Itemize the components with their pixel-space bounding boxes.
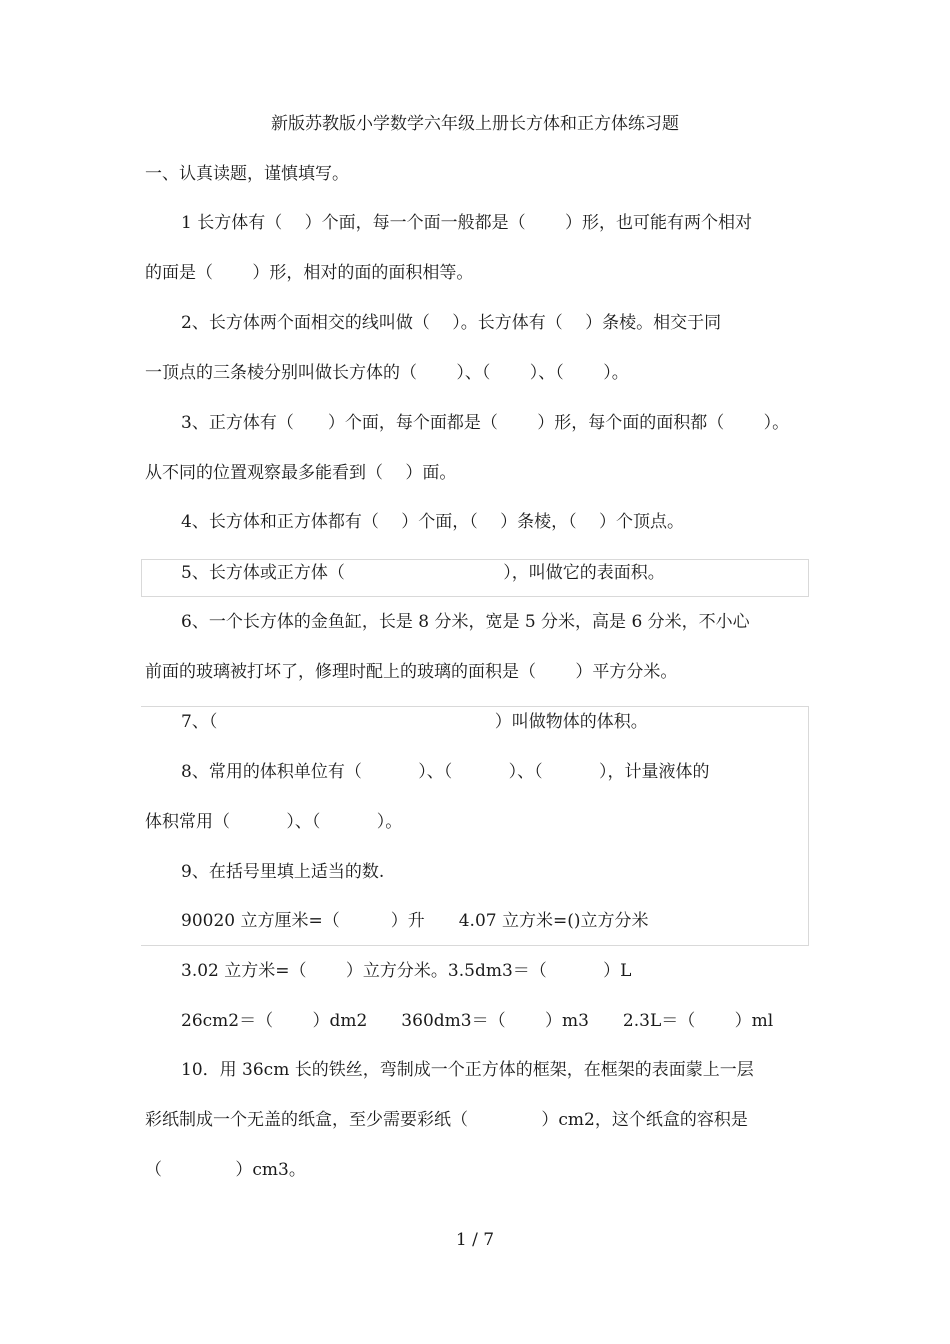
section-heading: 一、认真读题，谨慎填写。 [145, 164, 349, 184]
question-10-line-1: 10．用 36cm 长的铁丝，弯制成一个正方体的框架，在框架的表面蒙上一层 [181, 1060, 754, 1080]
question-1-line-1: 1 长方体有（ ）个面，每一个面一般都是（ ）形，也可能有两个相对 [181, 213, 753, 233]
question-8-line-1: 8、常用的体积单位有（ ）、（ ）、（ ），计量液体的 [181, 762, 710, 782]
page-number: 1 / 7 [455, 1230, 495, 1250]
document-title: 新版苏教版小学数学六年级上册长方体和正方体练习题 [271, 114, 679, 134]
question-2-line-2: 一顶点的三条棱分别叫做长方体的（ ）、（ ）、（ ）。 [145, 363, 629, 383]
question-4: 4、长方体和正方体都有（ ）个面，（ ）条棱，（ ）个顶点。 [181, 512, 685, 532]
question-9-row-1: 90020 立方厘米=（ ）升 4.07 立方米=()立方分米 [181, 911, 649, 931]
question-10-line-2: 彩纸制成一个无盖的纸盒，至少需要彩纸（ ）cm2，这个纸盒的容积是 [145, 1110, 748, 1130]
question-2-line-1: 2、长方体两个面相交的线叫做（ ）。长方体有（ ）条棱。相交于同 [181, 313, 722, 333]
question-6-line-2: 前面的玻璃被打坏了，修理时配上的玻璃的面积是（ ）平方分米。 [145, 662, 678, 682]
question-9-heading: 9、在括号里填上适当的数. [181, 862, 385, 882]
question-10-line-3: （ ）cm3。 [145, 1160, 306, 1180]
question-1-line-2: 的面是（ ）形，相对的面的面积相等。 [145, 263, 474, 283]
question-9-row-2: 3.02 立方米=（ ）立方分米。3.5dm3＝（ ）L [181, 961, 632, 981]
question-3-line-1: 3、正方体有（ ）个面，每个面都是（ ）形，每个面的面积都（ ）。 [181, 413, 790, 433]
question-9-row-3: 26cm2＝（ ）dm2 360dm3＝（ ）m3 2.3L＝（ ）ml [181, 1011, 774, 1031]
question-3-line-2: 从不同的位置观察最多能看到（ ）面。 [145, 463, 457, 483]
question-7: 7、（ ）叫做物体的体积。 [181, 712, 648, 732]
question-6-line-1: 6、一个长方体的金鱼缸，长是 8 分米，宽是 5 分米，高是 6 分米，不小心 [181, 612, 750, 632]
question-5: 5、长方体或正方体（ ），叫做它的表面积。 [181, 563, 665, 583]
question-8-line-2: 体积常用（ ）、（ ）。 [145, 812, 403, 832]
